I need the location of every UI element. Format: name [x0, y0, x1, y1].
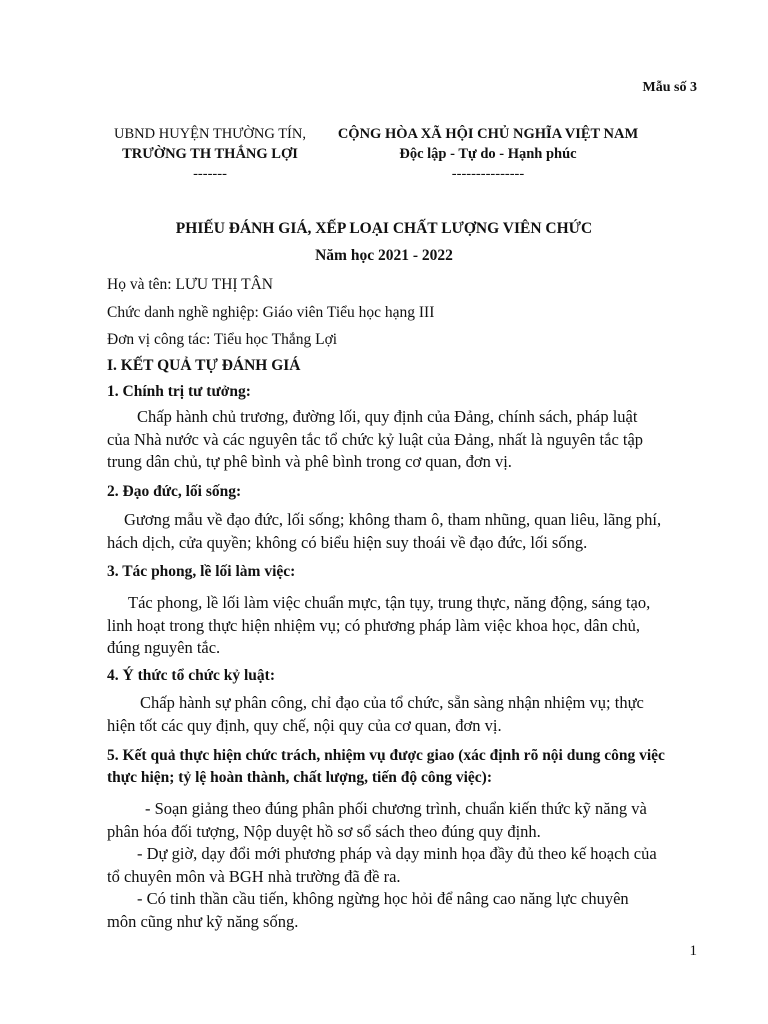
paragraph-line: - Soạn giảng theo đúng phân phối chương trình, chuẩn kiến thức kỹ năng và: [145, 799, 647, 818]
paragraph-line: linh hoạt trong thực hiện nhiệm vụ; có phương pháp làm việc khoa học, dân chủ,: [107, 615, 640, 635]
paragraph-line: Chấp hành sự phân công, chỉ đạo của tổ chức, sẵn sàng nhận nhiệm vụ; thực: [140, 693, 644, 712]
paragraph-line: hách dịch, cửa quyền; không có biểu hiện suy thoái về đạo đức, lối sống.: [107, 532, 588, 552]
paragraph-line: - Có tinh thần cầu tiến, không ngừng học hỏi để nâng cao năng lực chuyên: [137, 889, 629, 908]
document-title: PHIẾU ĐÁNH GIÁ, XẾP LOẠI CHẤT LƯỢNG VIÊN CHỨC: [175, 220, 593, 237]
school-year: Năm học 2021 - 2022: [315, 247, 453, 264]
item-paragraph-1: [107, 406, 701, 474]
paragraph-line: tổ chuyên môn và BGH nhà trường đã đề ra.: [107, 866, 401, 886]
item-paragraph-3: [107, 592, 701, 660]
item-heading-1: 1. Chính trị tư tưởng:: [107, 383, 251, 400]
header-right-divider: ---------------: [451, 166, 525, 182]
item-paragraph-5: [107, 798, 701, 933]
paragraph-line: trung dân chủ, tự phê bình và phê bình trong cơ quan, đơn vị.: [107, 452, 512, 471]
section-heading: I. KẾT QUẢ TỰ ĐÁNH GIÁ: [107, 357, 301, 374]
paragraph-line: đúng nguyên tắc.: [107, 638, 221, 657]
item-heading-4: 4. Ý thức tổ chức kỷ luật:: [107, 667, 275, 684]
employee-name: Họ và tên: LƯU THỊ TÂN: [107, 276, 273, 293]
item-paragraph-2: [107, 509, 701, 554]
item-heading-5-cont: thực hiện; tỷ lệ hoàn thành, chất lượng, tiến độ công việc):: [107, 769, 492, 786]
work-unit: Đơn vị công tác: Tiểu học Thắng Lợi: [107, 331, 338, 348]
page-number: 1: [689, 943, 697, 959]
paragraph-line: Tác phong, lề lối làm việc chuẩn mực, tận tụy, trung thực, năng động, sáng tạo,: [128, 593, 651, 612]
school-name: TRƯỜNG TH THẮNG LỢI: [122, 146, 298, 162]
paragraph-line: môn cũng như kỹ năng sống.: [107, 911, 299, 931]
paragraph-line: của Nhà nước và các nguyên tắc tổ chức kỷ luật của Đảng, nhất là nguyên tắc tập: [107, 429, 644, 449]
agency-name: UBND HUYỆN THƯỜNG TÍN,: [114, 126, 306, 142]
header-left-divider: -------: [193, 166, 227, 182]
item-paragraph-4: [107, 692, 701, 737]
form-number: Mẫu số 3: [642, 80, 697, 95]
paragraph-line: Gương mẫu về đạo đức, lối sống; không tham ô, tham nhũng, quan liêu, lãng phí,: [124, 510, 662, 529]
paragraph-line: hiện tốt các quy định, quy chế, nội quy của cơ quan, đơn vị.: [107, 715, 502, 735]
paragraph-line: - Dự giờ, dạy đổi mới phương pháp và dạy minh họa đầy đủ theo kế hoạch của: [137, 844, 657, 863]
item-heading-5: 5. Kết quả thực hiện chức trách, nhiệm vụ được giao (xác định rõ nội dung công việc: [107, 747, 665, 764]
national-name: CỘNG HÒA XÃ HỘI CHỦ NGHĨA VIỆT NAM: [337, 126, 639, 142]
paragraph-line: Chấp hành chủ trương, đường lối, quy định của Đảng, chính sách, pháp luật: [137, 407, 638, 426]
header-left-block: [100, 124, 320, 184]
item-heading-2: 2. Đạo đức, lối sống:: [107, 483, 242, 500]
header-right-block: [318, 124, 658, 184]
item-heading-3: 3. Tác phong, lề lối làm việc:: [107, 563, 296, 580]
national-motto: Độc lập - Tự do - Hạnh phúc: [399, 146, 577, 162]
job-title: Chức danh nghề nghiệp: Giáo viên Tiểu học hạng III: [107, 304, 435, 321]
paragraph-line: phân hóa đối tượng, Nộp duyệt hồ sơ sổ sách theo đúng quy định.: [107, 821, 541, 841]
